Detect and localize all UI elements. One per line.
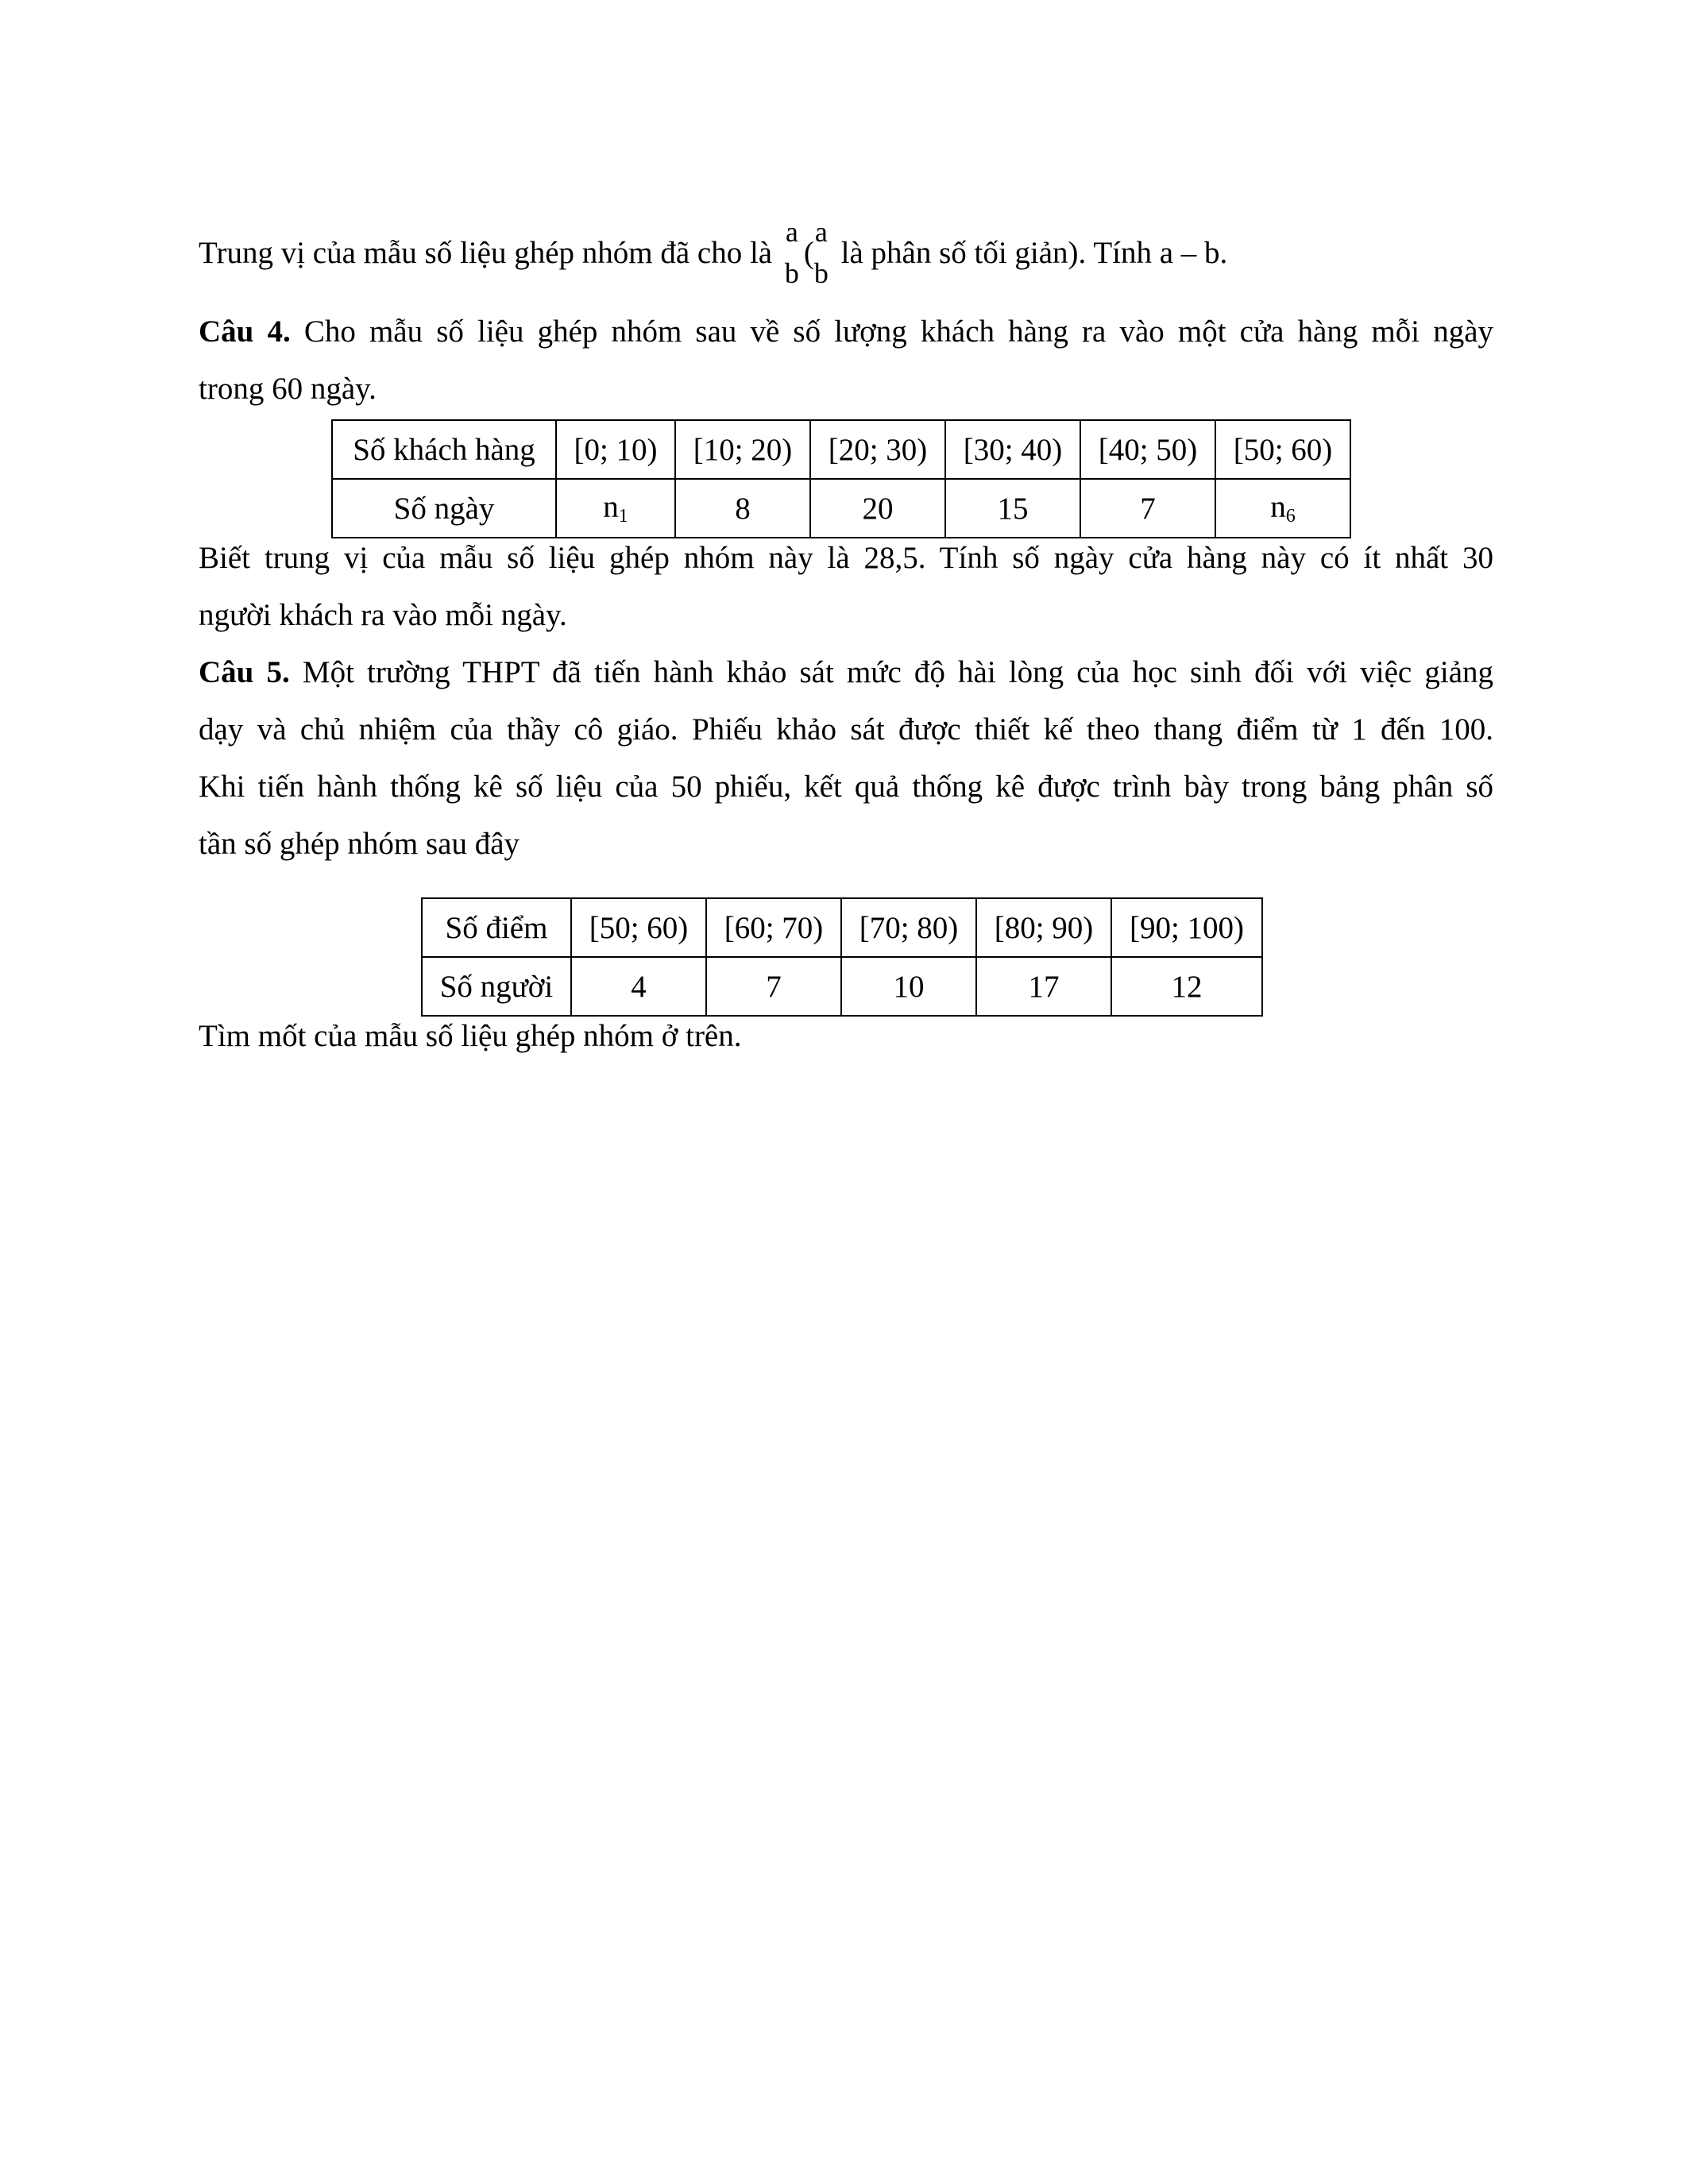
q4-text-2: trong 60 ngày. [199, 372, 377, 406]
count-subscript: 6 [1285, 506, 1296, 527]
q4-label: Câu 4. [199, 314, 291, 349]
q4-text-1: Cho mẫu số liệu ghép nhóm sau về số lượng khách hàng ra vào một cửa hàng mỗi ngày [303, 314, 1494, 349]
q4-after-line-1 [199, 542, 1493, 573]
count-cell: 12 [1111, 957, 1262, 1016]
q5-text-1: Một trường THPT đã tiến hành khảo sát mức độ hài lòng của học sinh đối với việc giảng [302, 655, 1494, 689]
interval-cell: [90; 100) [1111, 898, 1262, 957]
intro-text-before: Trung vị của mẫu số liệu ghép nhóm đã cho là [199, 236, 773, 271]
count-main: n [1270, 490, 1286, 524]
paren-open: ( [803, 236, 814, 271]
q4-line-2 [199, 373, 377, 404]
q5-after-line-1 [199, 1021, 742, 1051]
q5-line-2 [199, 714, 1493, 745]
interval-cell: [30; 40) [945, 420, 1080, 479]
count-cell [1215, 479, 1350, 538]
fraction-numerator: a [785, 216, 798, 248]
count-main: 8 [735, 491, 751, 526]
q5-line-3 [199, 771, 1493, 802]
q5-text-3: Khi tiến hành thống kê số liệu của 50 phiếu, kết quả thống kê được trình bày trong bảng phân số [199, 770, 1493, 804]
count-main: 20 [862, 491, 894, 526]
q4-line-1 [199, 316, 1493, 347]
count-cell: 10 [841, 957, 976, 1016]
count-cell [556, 479, 675, 538]
count-main: n [603, 490, 619, 524]
interval-cell: [50; 60) [1215, 420, 1350, 479]
interval-cell: [50; 60) [571, 898, 706, 957]
count-cell [945, 479, 1080, 538]
interval-cell: [0; 10) [556, 420, 675, 479]
interval-cell: [60; 70) [706, 898, 841, 957]
q5-line-4 [199, 828, 520, 859]
count-subscript: 1 [618, 506, 628, 527]
count-cell [1080, 479, 1215, 538]
count-cell: 7 [706, 957, 841, 1016]
interval-cell: [70; 80) [841, 898, 976, 957]
q4-after-text-2: người khách ra vào mỗi ngày. [199, 598, 567, 632]
fraction-a-over-b-2 [814, 211, 829, 294]
q5-after-text-1: Tìm mốt của mẫu số liệu ghép nhóm ở trên. [199, 1019, 742, 1053]
q5-frequency-table [421, 897, 1263, 1017]
count-cell [810, 479, 945, 538]
intro-text-after: là phân số tối giản). Tính a – b. [840, 236, 1228, 271]
count-cell: 4 [571, 957, 706, 1016]
q4-after-text-1: Biết trung vị của mẫu số liệu ghép nhóm này là 28,5. Tính số ngày cửa hàng này có ít nhất 30 [199, 541, 1493, 575]
q4-frequency-table [331, 419, 1351, 538]
intro-paragraph [199, 214, 1227, 297]
table-row [332, 479, 1350, 538]
q5-text-2: dạy và chủ nhiệm của thầy cô giáo. Phiếu khảo sát được thiết kế theo thang điểm từ 1 đến 100. [199, 712, 1493, 747]
q4-after-line-2 [199, 600, 567, 631]
interval-cell: [20; 30) [810, 420, 945, 479]
fraction-a-over-b [785, 211, 799, 294]
interval-cell: [10; 20) [675, 420, 810, 479]
table-row [422, 957, 1262, 1016]
fraction-numerator-2: a [814, 216, 828, 248]
table-row [422, 898, 1262, 957]
q5-line-1 [199, 657, 1493, 688]
row-header-people: Số người [422, 957, 571, 1016]
row-header-days: Số ngày [332, 479, 556, 538]
q5-label: Câu 5. [199, 655, 290, 689]
count-cell [675, 479, 810, 538]
count-main: 7 [1140, 491, 1156, 526]
q5-text-4: tần số ghép nhóm sau đây [199, 827, 520, 861]
interval-cell: [80; 90) [976, 898, 1111, 957]
table-row [332, 420, 1350, 479]
fraction-denominator-2: b [813, 257, 829, 290]
row-header-customers: Số khách hàng [332, 420, 556, 479]
count-cell: 17 [976, 957, 1111, 1016]
fraction-denominator: b [784, 257, 799, 290]
row-header-score: Số điểm [422, 898, 571, 957]
count-main: 15 [997, 491, 1029, 526]
interval-cell: [40; 50) [1080, 420, 1215, 479]
